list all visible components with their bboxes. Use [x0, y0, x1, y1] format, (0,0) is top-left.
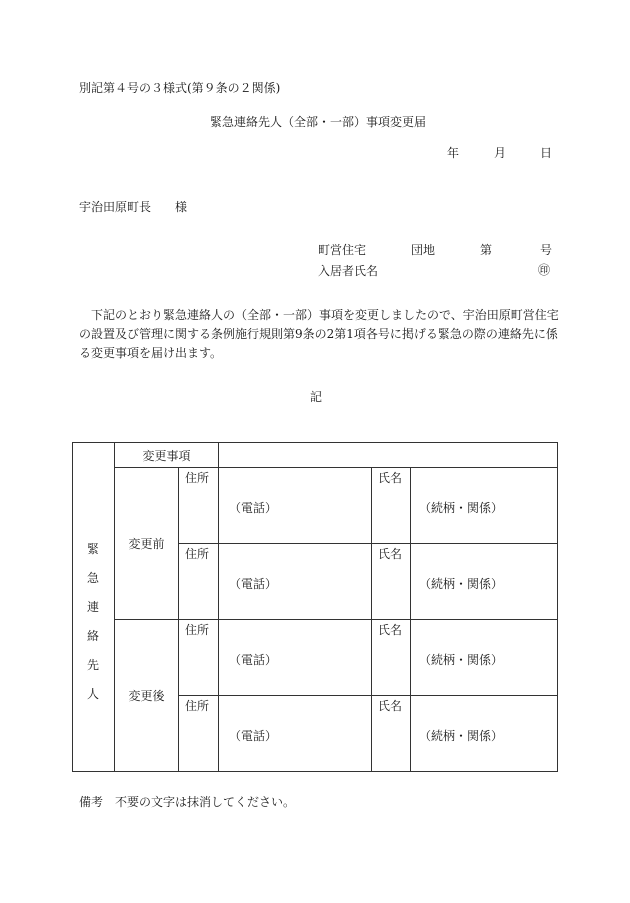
date-month: 月 [494, 146, 507, 160]
emergency-contact-side-cell [73, 443, 115, 772]
dai-label: 第 [480, 243, 493, 257]
name-field[interactable]: （続柄・関係） [411, 696, 558, 772]
name-label-cell: 氏名 [372, 468, 411, 544]
body-line-2: の設置及び管理に関する条例施行規則第9条の2第1項各号に掲げる緊急の際の連絡先に係 [79, 327, 558, 341]
name-field[interactable]: （続柄・関係） [411, 468, 558, 544]
address-label-cell: 住所 [179, 468, 219, 544]
address-field[interactable]: （電話） [219, 696, 372, 772]
date-year: 年 [447, 146, 460, 160]
after-label: 変更後 [128, 689, 165, 703]
address-label-cell: 住所 [179, 696, 219, 772]
date-day: 日 [540, 146, 553, 160]
address-field[interactable]: （電話） [219, 468, 372, 544]
housing-label: 町営住宅 [318, 243, 367, 257]
address-field[interactable]: （電話） [219, 620, 372, 696]
danchi-label: 団地 [411, 243, 436, 257]
body-line-1: 下記のとおり緊急連絡人の（全部・一部）事項を変更しましたので、宇治田原町営住宅 [91, 308, 559, 322]
go-label: 号 [540, 243, 553, 257]
address-field[interactable]: （電話） [219, 544, 372, 620]
document-title: 緊急連絡先人（全部・一部）事項変更届 [210, 115, 427, 129]
form-reference: 別記第４号の３様式(第９条の２関係) [79, 81, 281, 95]
ki-label: 記 [310, 390, 323, 404]
addressee: 宇治田原町長 様 [79, 200, 188, 214]
before-label-cell [115, 468, 179, 620]
seal-mark: ㊞ [538, 263, 551, 277]
footer-note: 備考 不要の文字は抹消してください。 [79, 795, 296, 809]
emergency-contact-table [72, 442, 558, 772]
change-item-header: 変更事項 [115, 443, 219, 468]
name-label-cell: 氏名 [372, 696, 411, 772]
name-field[interactable]: （続柄・関係） [411, 620, 558, 696]
tenant-name-label: 入居者氏名 [318, 264, 379, 278]
name-label-cell: 氏名 [372, 544, 411, 620]
after-label-cell [115, 620, 179, 772]
address-label-cell: 住所 [179, 620, 219, 696]
name-field[interactable]: （続柄・関係） [411, 544, 558, 620]
before-label: 変更前 [128, 537, 165, 551]
address-label-cell: 住所 [179, 544, 219, 620]
name-label-cell: 氏名 [372, 620, 411, 696]
side-label: 緊 急 連 絡 先 人 [87, 542, 100, 701]
change-item-field[interactable] [219, 443, 558, 468]
body-line-3: る変更事項を届け出ます。 [79, 346, 223, 360]
